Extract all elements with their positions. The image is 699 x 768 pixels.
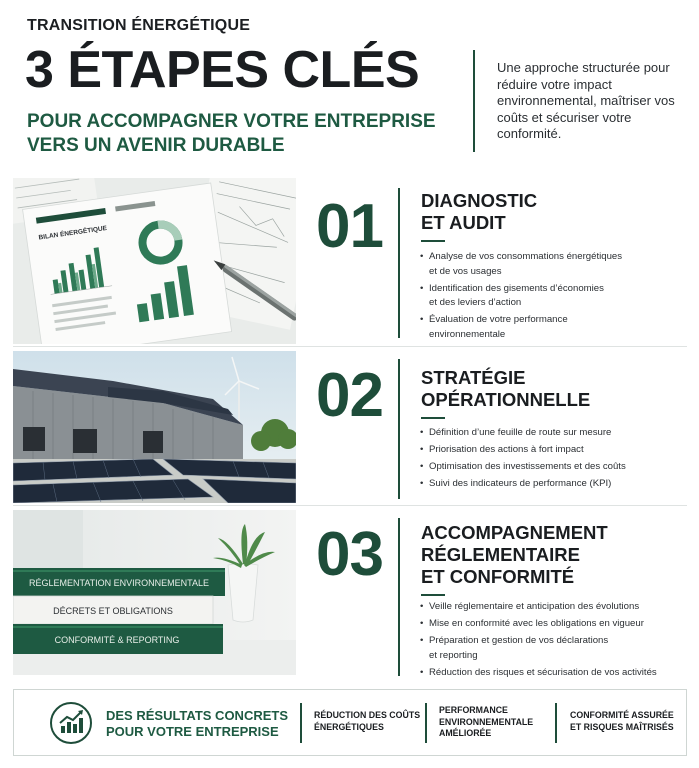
growth-chart-icon [50,702,92,744]
step-number: 03 [316,520,383,589]
list-item-line: • Préparation et gestion de vos déclarations [429,635,609,646]
step-2 [13,351,687,505]
result-item [570,710,674,733]
list-item-line: • Réduction des risques et sécurisation de vos activités [429,666,657,678]
list-item [420,443,682,458]
footer-divider [555,703,557,743]
step-divider [398,359,400,499]
list-item [420,617,682,632]
list-item [420,634,682,663]
section-divider [13,505,687,506]
list-item-line: • Analyse de vos consommations énergétiques [429,251,623,262]
section-divider [13,346,687,347]
kicker: TRANSITION ÉNERGÉTIQUE [27,17,251,34]
subtitle-line: POUR ACCOMPAGNER VOTRE ENTREPRISE [27,111,436,132]
step-title [421,190,537,234]
step-title-line: ET CONFORMITÉ [421,566,575,587]
list-item-line: • Suivi des indicateurs de performance (KPI) [429,478,612,489]
subtitle [27,110,436,158]
result-item-line: PERFORMANCE [439,705,508,715]
list-item [420,460,682,475]
header-divider [473,50,475,152]
list-item-line: • Définition d’une feuille de route sur mesure [429,427,612,438]
list-item [420,282,682,311]
header [0,0,699,176]
step-title-line: OPÉRATIONNELLE [421,389,591,410]
step-bullets [420,600,682,683]
result-item [439,705,533,740]
result-item-line: RÉDUCTION DES COÛTS [314,710,421,720]
results-heading [106,708,288,739]
step-bullets [420,426,682,494]
step-title-line: ACCOMPAGNEMENT [421,522,608,543]
step-divider [398,188,400,338]
list-item-line: • Identification des gisements d’économies [429,282,604,294]
list-item-line: • Priorisation des actions à fort impact [429,444,584,455]
footer-divider [425,703,427,743]
step-title-rule [421,417,445,419]
step-bullets [420,250,682,345]
list-item [420,600,682,615]
result-item-line: AMÉLIORÉE [439,728,492,738]
audit-report-illustration [13,178,296,344]
step-title-line: ET AUDIT [421,212,506,233]
results-heading-line: POUR VOTRE ENTREPRISE [106,723,279,739]
step-title-line: STRATÉGIE [421,367,526,388]
list-item [420,426,682,441]
footer-divider [300,703,302,743]
result-item [314,710,420,733]
list-item [420,313,682,342]
step-title [421,367,590,411]
step-divider [398,518,400,676]
step-3 [13,510,687,682]
step-number: 02 [316,361,383,430]
book-label: RÉGLEMENTATION ENVIRONNEMENTALE [28,578,210,588]
step-1 [13,178,687,346]
step-title-rule [421,240,445,242]
result-item-line: ET RISQUES MAÎTRISÉS [570,721,674,732]
step-number: 01 [316,192,383,261]
book-label: DÉCRETS ET OBLIGATIONS [53,606,173,616]
step-title [421,522,608,588]
list-item-line: environnementale [429,328,506,340]
solar-building-wind-turbine-photo [13,351,296,503]
list-item [420,477,682,492]
list-item [420,250,682,279]
results-footer [13,689,687,756]
subtitle-line: VERS UN AVENIR DURABLE [27,135,285,156]
report-heading: BILAN ÉNERGÉTIQUE [38,224,108,242]
list-item-line: et reporting [429,649,478,661]
step-title-line: RÉGLEMENTAIRE [421,544,580,565]
step-title-line: DIAGNOSTIC [421,190,538,211]
result-item-line: ENVIRONNEMENTALE [439,716,534,727]
book-label: CONFORMITÉ & REPORTING [54,635,180,645]
list-item-line: • Mise en conformité avec les obligations en vigueur [429,618,644,629]
list-item [420,666,682,681]
list-item-line: et des leviers d’action [429,297,522,308]
regulatory-books-plant-photo [13,510,296,675]
list-item-line: • Veille réglementaire et anticipation des évolutions [429,601,640,612]
list-item-line: • Optimisation des investissements et des coûts [429,461,626,472]
results-heading-line: DES RÉSULTATS CONCRETS [106,708,289,723]
list-item-line: • Évaluation de votre performance [429,314,568,325]
result-item-line: ÉNERGÉTIQUES [314,721,384,732]
intro-text: Une approche structurée pour réduire votre impact environnemental, maîtriser vos coûts et sécuriser votre conformité. [497,60,675,141]
result-item-line: CONFORMITÉ ASSURÉE [570,710,674,720]
page-title: 3 ÉTAPES CLÉS [25,41,420,99]
list-item-line: et de vos usages [429,265,502,277]
step-title-rule [421,594,445,596]
